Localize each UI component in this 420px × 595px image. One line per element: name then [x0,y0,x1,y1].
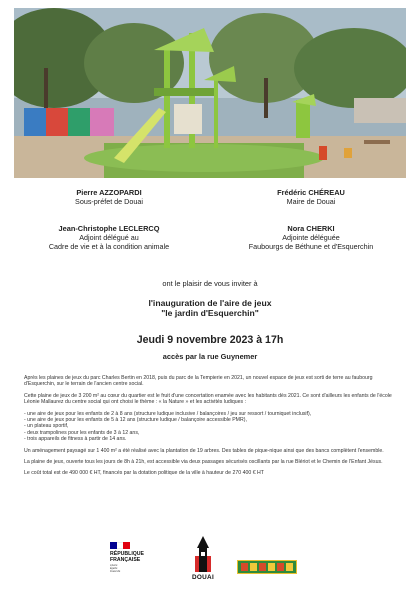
signer-deputy-districts [216,224,406,251]
signer-name: Jean-Christophe LECLERCQ [58,224,160,233]
rf-line1: RÉPUBLIQUE [110,551,145,557]
signer-title: Adjointe déléguée [282,233,340,242]
event-date: Jeudi 9 novembre 2023 à 17h [136,334,284,346]
invitation-event: l'inauguration de l'aire de jeux [148,298,272,308]
list-item: - un plateau sportif, [24,423,69,430]
rf-line2: FRANÇAISE [110,557,141,563]
paragraph: Le coût total est de 490 000 € HT, financés par la dotation politique de la ville à hauteur de 270 400 € HT [24,470,264,477]
activities-list [24,411,398,443]
rf-motto: Liberté Égalité Fraternité [110,564,121,573]
signer-title: Maire de Douai [286,197,336,206]
paragraph: La plaine de jeux, ouverte tous les jours de 8h à 21h, est accessible via deux passages sécurisés oscillants par la rue Blériot et le Chemin de l'Enfant Jésus. [24,459,383,466]
republique-francaise-logo [110,542,170,573]
signer-name: Pierre AZZOPARDI [76,188,142,197]
signer-title: Faubourgs de Béthune et d'Esquerchin [248,242,374,251]
paragraph: Après les plaines de jeux du parc Charles Bertin en 2018, puis du parc de la Tempierie en 2021, un nouvel espace de jeux est sorti de terre au faubourg d'Esquerchin, sur le terrain de l'ancien centre social. [24,375,373,388]
signer-prefect [14,188,204,206]
invitation-venue-name: "le jardin d'Esquerchin" [161,308,259,318]
playground-photo [14,8,406,178]
flag-white [117,542,124,549]
partner-logos [0,534,420,590]
french-flag-icon [110,542,130,549]
invitation [14,279,406,361]
douai-label: DOUAI [191,574,215,581]
list-item: - une aire de jeux pour les enfants de 5 à 12 ans (structure ludique / balançoire accessible PMR), [24,417,247,424]
signer-deputy-environment [14,224,204,251]
signer-name: Frédéric CHÉREAU [277,188,345,197]
signer-title: Adjoint délégué au [79,233,139,242]
signer-mayor [216,188,406,206]
description [24,375,398,482]
signer-title: Sous-préfet de Douai [75,197,143,206]
signer-name: Nora CHERKI [287,224,335,233]
playground-illustration [14,8,406,178]
flag-blue [110,542,117,549]
paragraph: Cette plaine de jeux de 3 200 m² au cœur du quartier est le fruit d'une concertation enamée avec les habitants dès 2021. Ce sont d'ailleurs les enfants de l'école Léonie Mallaurez du centre social qui ont choisi le thème : « la Nature » et les activités ludiques : [24,392,392,406]
paragraph: Un aménagement paysagé sur 1 400 m² a été réalisé avec la plantation de 19 arbres. Des tables de pique-nique ainsi que des bancs complètent l'ensemble. [24,447,384,454]
invitation-intro: ont le plaisir de vous inviter à [162,279,258,288]
list-item: - une aire de jeux pour les enfants de 2 à 8 ans (structure ludique inclusive / balançoires / jeu sur ressort / tourniquet inclusif), [24,410,312,417]
list-item: - trois appareils de fitness à partir de 14 ans. [24,436,127,443]
event-access: accès par la rue Guynemer [162,352,258,361]
ville-label-logo-icon [237,560,297,574]
flag-red [123,542,130,549]
list-item: - deux trampolines pour les enfants de 3 à 12 ans, [24,429,140,436]
signer-title: Cadre de vie et à la condition animale [48,242,170,251]
